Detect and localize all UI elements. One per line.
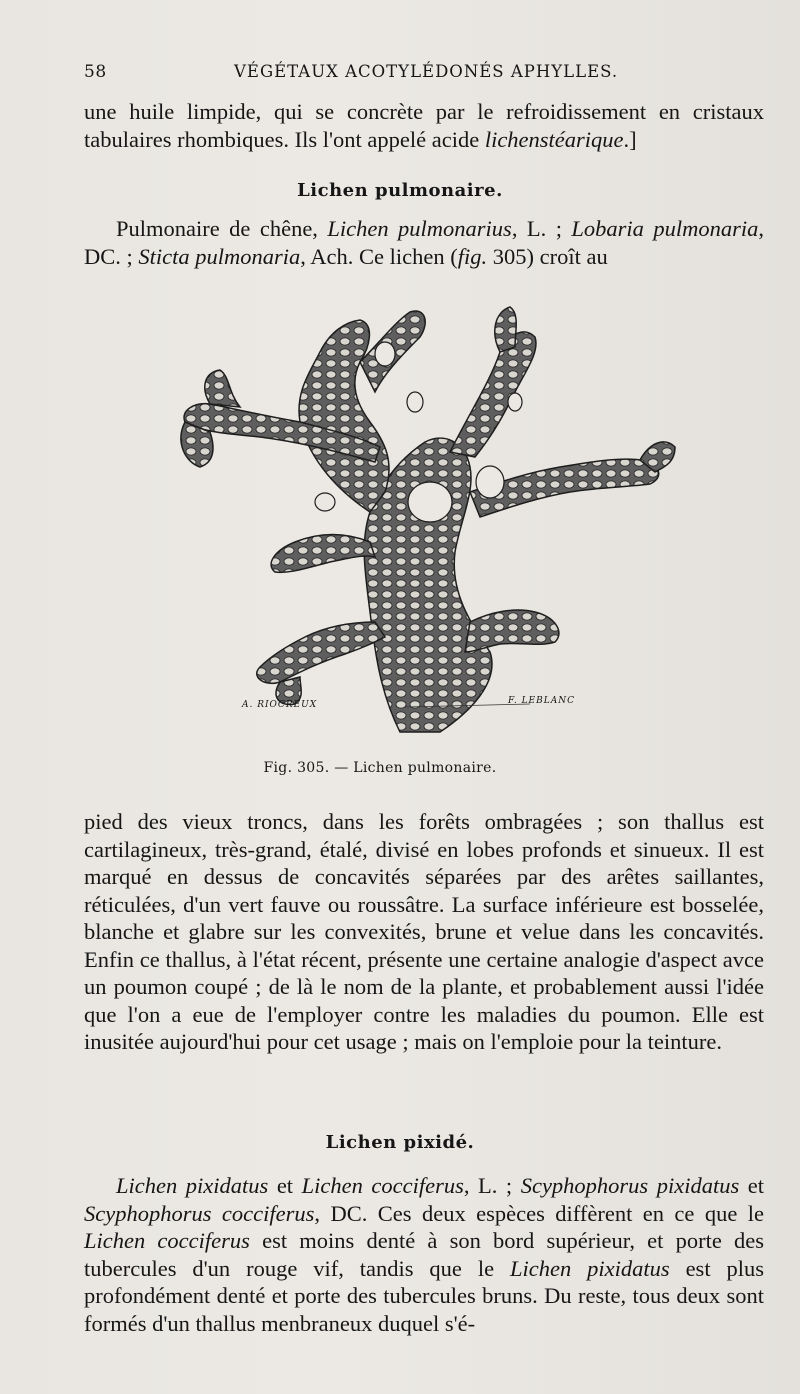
text-run: est moins denté à son bord supérieur, et porte des tubercules d'un rouge vif, tandis que le: [84, 1228, 764, 1281]
running-title: VÉGÉTAUX ACOTYLÉDONÉS APHYLLES.: [234, 62, 619, 81]
text-run: Pulmonaire de chêne,: [116, 216, 328, 241]
text-run: , L. ;: [463, 1173, 521, 1198]
lichen-illustration: [170, 292, 690, 752]
section2-paragraph: [84, 1172, 764, 1337]
text-run: et: [268, 1173, 302, 1198]
italic-run: Lichen pulmonarius: [327, 216, 512, 241]
text-run: , DC. Ces deux espèces diffèrent en ce que le: [314, 1200, 764, 1226]
italic-run: Scyphophorus cocciferus: [84, 1200, 315, 1226]
lichen-drawing: [170, 292, 690, 752]
running-head: [84, 58, 774, 88]
section-heading-lichen-pixide: Lichen pixidé.: [325, 1132, 475, 1153]
italic-run: Lobaria pulmonaria: [571, 216, 759, 241]
engraver-signature-right: F. LEBLANC: [508, 696, 575, 706]
text-run: , DC. ;: [84, 216, 764, 269]
italic-run: Lichen pixidatus: [510, 1255, 670, 1281]
text-run: , L. ;: [511, 216, 572, 241]
page-number: 58: [84, 62, 107, 82]
figure-caption: Fig. 305. — Lichen pulmonaire.: [263, 760, 497, 776]
engraver-signature-left: A. RIOCREUX: [242, 700, 318, 710]
italic-run: fig.: [457, 243, 488, 269]
section1-paragraph-1: [84, 215, 764, 270]
text-run: est plus profondément denté et porte des tubercules bruns. Du reste, tous deux sont formés d'un thallus menbraneux duquel s'é-: [84, 1255, 764, 1336]
text-run: 305) croît au: [487, 243, 608, 269]
text-run: et: [739, 1173, 765, 1198]
section-heading-lichen-pulmonaire: Lichen pulmonaire.: [297, 180, 503, 201]
intro-paragraph: [84, 98, 764, 153]
body-text: pied des vieux troncs, dans les forêts ombragées ; son thallus est cartilagineux, très-grand, étalé, divisé en lobes profonds et sinueux. Il est marqué en dessus de concavités séparées par des arêtes saillantes, réticulées, d'un vert fauve ou roussâtre. La surface inférieure est bosselée, blanche et glabre sur les convexités, brune et velue dans les concavités. Enfin ce thallus, à l'état récent, présente une certaine analogie d'aspect avce un poumon coupé ; de là le nom de la plante, et probablement aussi l'idée que l'on a eue de l'employer contre les maladies du poumon. Elle est inusitée aujourd'hui pour cet usage ; mais on l'emploie pour la teinture.: [84, 809, 764, 1054]
intro-italic-term: lichenstéarique: [484, 126, 624, 152]
italic-run: Scyphophorus pixidatus: [520, 1173, 740, 1198]
italic-run: Lichen cocciferus: [84, 1228, 250, 1253]
italic-run: Lichen cocciferus: [301, 1173, 464, 1198]
intro-text: une huile limpide, qui se concrète par le refroidissement en cristaux tabulaires rhombiques. Ils l'ont appelé acide: [84, 99, 764, 152]
italic-run: Sticta pulmonaria: [138, 243, 301, 269]
italic-run: Lichen pixidatus: [116, 1173, 269, 1198]
intro-end: .]: [623, 126, 637, 152]
text-run: , Ach. Ce lichen (: [300, 243, 458, 269]
section1-paragraph-2: [84, 808, 764, 1056]
